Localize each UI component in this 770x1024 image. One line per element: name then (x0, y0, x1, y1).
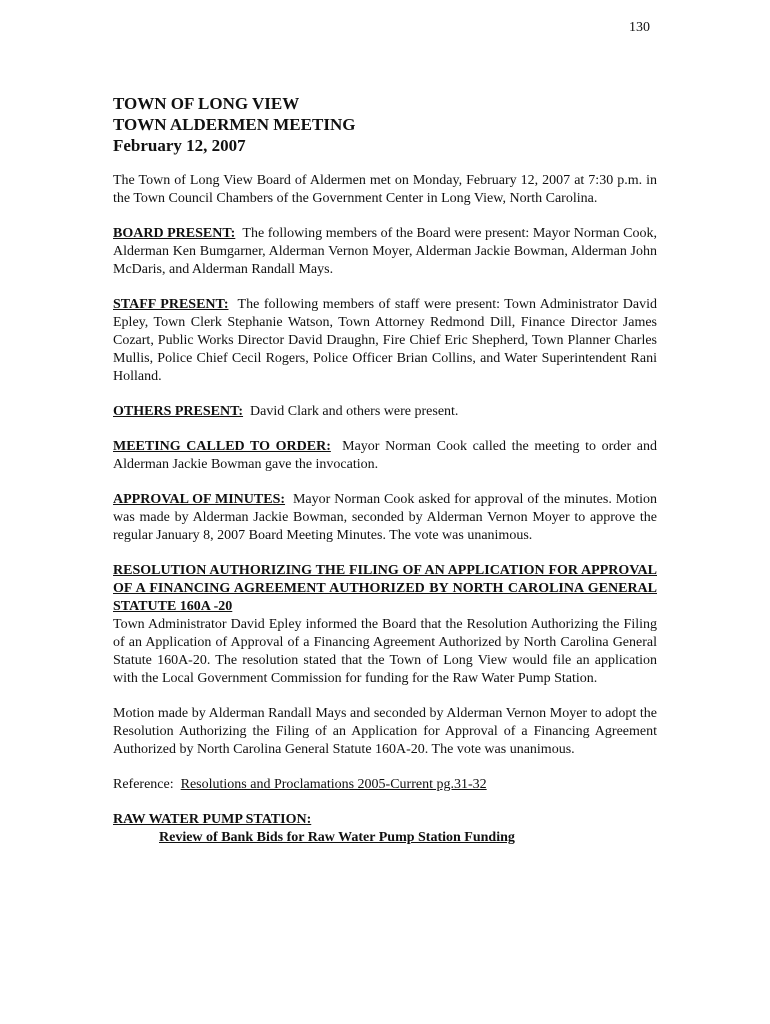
document-title (113, 93, 657, 156)
board-present-label: BOARD PRESENT: (113, 226, 236, 241)
board-present-text: The following members of the Board were present: Mayor Norman Cook, Alderman Ken Bumgarner, Alderman Vernon Moyer, Alderman Jackie Bowman, Alderman John McDaris, and Alderman Randall Mays. (113, 226, 657, 277)
resolution-paragraph-1: Town Administrator David Epley informed the Board that the Resolution Authorizing the Filing of an Application of Approval of a Financing Agreement Authorized by North Carolina General Statute 160A-20. The resolution stated that the Town of Long View would file an application with the Local Government Commission for funding for the Raw Water Pump Station. (113, 617, 657, 686)
approval-minutes-section (113, 491, 657, 545)
approval-minutes-label: APPROVAL OF MINUTES: (113, 492, 286, 507)
resolution-paragraph-2: Motion made by Alderman Randall Mays and seconded by Alderman Vernon Moyer to adopt the Resolution Authorizing the Filing of an Application for Approval of a Financing Agreement Authorized by North Carolina General Statute 160A-20. The vote was unanimous. (113, 706, 657, 757)
title-date: February 12, 2007 (113, 136, 246, 155)
title-town: TOWN OF LONG VIEW (113, 94, 300, 113)
others-present-text: David Clark and others were present. (250, 404, 459, 419)
resolution-heading: RESOLUTION AUTHORIZING THE FILING OF AN APPLICATION FOR APPROVAL OF A FINANCING AGREEMENT AUTHORIZED BY NORTH CAROLINA GENERAL STATUTE 160A -20 (113, 563, 657, 614)
reference-label: Reference: (113, 777, 174, 792)
intro-paragraph: The Town of Long View Board of Aldermen met on Monday, February 12, 2007 at 7:30 p.m. in the Town Council Chambers of the Government Center in Long View, North Carolina. (113, 173, 657, 206)
title-meeting: TOWN ALDERMEN MEETING (113, 115, 356, 134)
staff-present-section (113, 296, 657, 386)
reference-value: Resolutions and Proclamations 2005-Current pg.31-32 (180, 777, 487, 792)
raw-water-heading: RAW WATER PUMP STATION: (113, 812, 312, 827)
meeting-called-section (113, 438, 657, 474)
document-body (113, 93, 657, 847)
page-number: 130 (629, 20, 650, 35)
raw-water-subheading: Review of Bank Bids for Raw Water Pump Station Funding (159, 830, 515, 845)
meeting-called-text: Mayor Norman Cook called the meeting to order and Alderman Jackie Bowman gave the invocation. (113, 439, 657, 472)
meeting-called-label: MEETING CALLED TO ORDER: (113, 439, 331, 454)
others-present-section (113, 403, 657, 421)
others-present-label: OTHERS PRESENT: (113, 404, 244, 419)
approval-minutes-text: Mayor Norman Cook asked for approval of the minutes. Motion was made by Alderman Jackie Bowman, seconded by Alderman Vernon Moyer to approve the regular January 8, 2007 Board Meeting Minutes. The vote was unanimous. (113, 492, 658, 543)
board-present-section (113, 225, 657, 279)
reference-line (113, 776, 657, 794)
staff-present-label: STAFF PRESENT: (113, 297, 229, 312)
staff-present-text: The following members of staff were present: Town Administrator David Epley, Town Clerk Stephanie Watson, Town Attorney Redmond Dill, Finance Director James Cozart, Public Works Director David Draughn, Fire Chief Eric Shepherd, Town Planner Charles Mullis, Police Chief Cecil Rogers, Police Officer Brian Collins, and Water Superintendent Rani Holland. (113, 297, 657, 384)
